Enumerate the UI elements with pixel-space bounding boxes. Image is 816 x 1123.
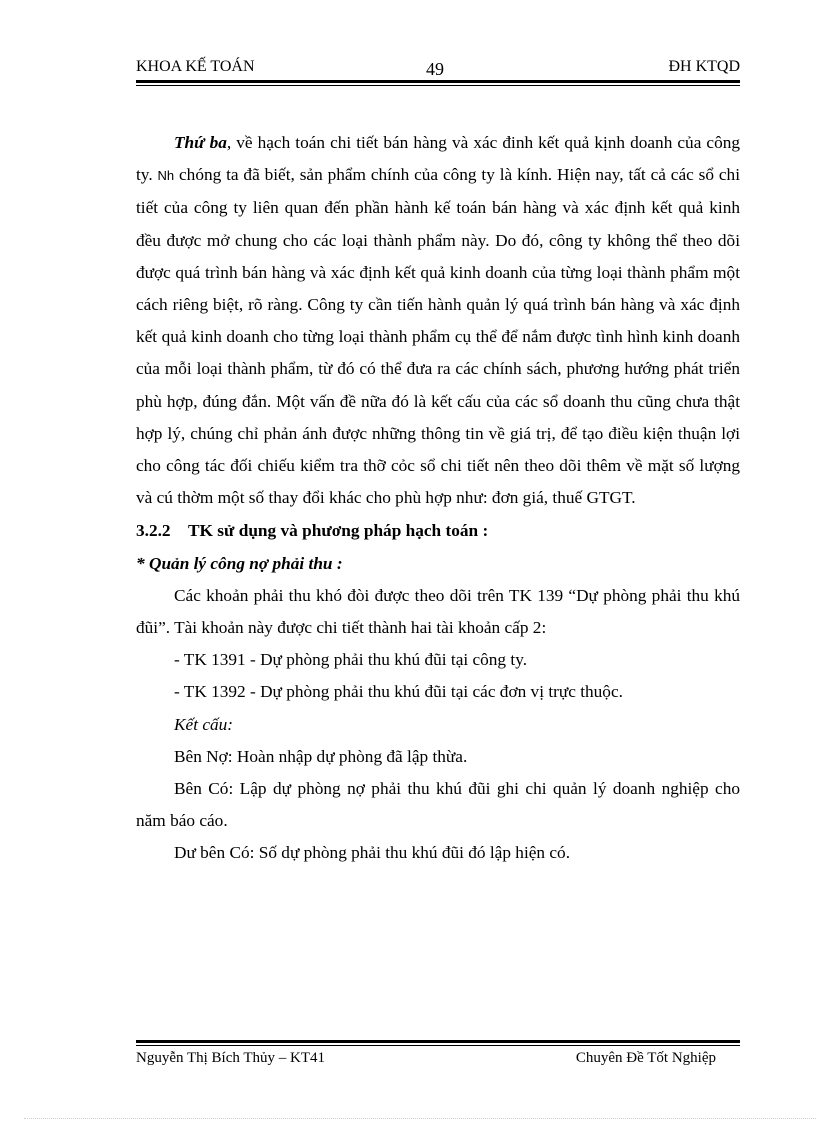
debit-side: Bên Nợ: Hoàn nhập dự phòng đã lập thừa. — [174, 746, 468, 766]
balance-credit: Dư bên Có: Số dự phòng phải thu khú đũi đó lập hiện có. — [174, 843, 571, 863]
credit-side: Bên Có: Lập dự phòng nợ phải thu khú đũi ghi chi quản lý doanh nghiệp cho năm báo cáo. — [136, 779, 740, 831]
header-faculty: KHOA KẾ TOÁN — [136, 58, 255, 75]
section-heading — [136, 515, 740, 547]
account-item-1391: - TK 1391 - Dự phòng phải thu khú đũi tại công ty. — [174, 650, 528, 670]
page-header — [136, 56, 740, 80]
paragraph-provision: Các khoản phải thu khó đòi được theo dõi trên TK 139 “Dự phòng phải thu khú đũi”. Tài khoản này được chi tiết thành hai tài khoản cấp 2: — [136, 585, 740, 638]
section-number: 3.2.2 — [136, 521, 171, 541]
header-rule-thin — [136, 85, 740, 86]
header-university: ĐH KTQD — [668, 58, 740, 75]
account-item-1392: - TK 1392 - Dự phòng phải thu khú đũi tại các đơn vị trực thuộc. — [174, 682, 623, 702]
subsection-heading: * Quản lý công nợ phải thu : — [136, 553, 343, 573]
footer-thesis-label: Chuyên Đề Tốt Nghiệp — [575, 1050, 716, 1066]
paragraph-lead: Thứ ba — [174, 133, 227, 152]
paragraph-thu-ba — [136, 127, 740, 514]
paragraph-text-1: , về hạch toán chi tiết bán hàng và xác đinh kết quả kịnh doanh của công ty. — [136, 133, 741, 185]
footer-rule-thick — [136, 1040, 740, 1043]
footer-author: Nguyễn Thị Bích Thủy – KT41 — [136, 1050, 326, 1066]
structure-label: Kết cấu: — [174, 714, 234, 734]
body-text — [136, 127, 740, 870]
page-number: 49 — [426, 59, 444, 79]
footer-rule-thin — [136, 1045, 740, 1046]
header-rule-thick — [136, 80, 740, 83]
section-title: TK sử dụng và phương pháp hạch toán : — [188, 521, 489, 541]
inline-glyph: Nh — [157, 168, 175, 184]
paragraph-text-2: chóng ta đã biết, sản phẩm chính của công ty là kính. Hiện nay, tất cả các sổ chi tiết của công ty liên quan đến phần hành kế toán bán hàng và xác định kết quả kinh đều được mở chung cho các loại thành phẩm này. Do đó, công ty không thể theo dõi được quá trình bán hàng và xác định kết quả kinh doanh của từng loại thành phẩm một cách riêng biệt, rõ ràng. Công ty cần tiến hành quản lý quá trình bán hàng và xác định kết quả kinh doanh cho từng loại thành phẩm cụ thể để nắm được tình hình kinh doanh của mỗi loại thành phẩm, từ đó có thể đưa ra các chính sách, phương hướng phát triển phù hợp, đúng đắn. Một vấn đề nữa đó là kết cấu của các sổ doanh thu cũng chưa thật hợp lý, chúng chỉ phản ánh được những thông tin về giá trị, để tạo điều kiện thuận lợi cho công tác đối chiếu kiểm tra thỡ cỏc sổ chi tiết nên theo dõi thêm về mặt số lượng và cú thờm một số thay đổi khác cho phù hợp như: đơn giá, thuế GTGT. — [136, 165, 741, 508]
page-bottom-border — [24, 1118, 816, 1119]
